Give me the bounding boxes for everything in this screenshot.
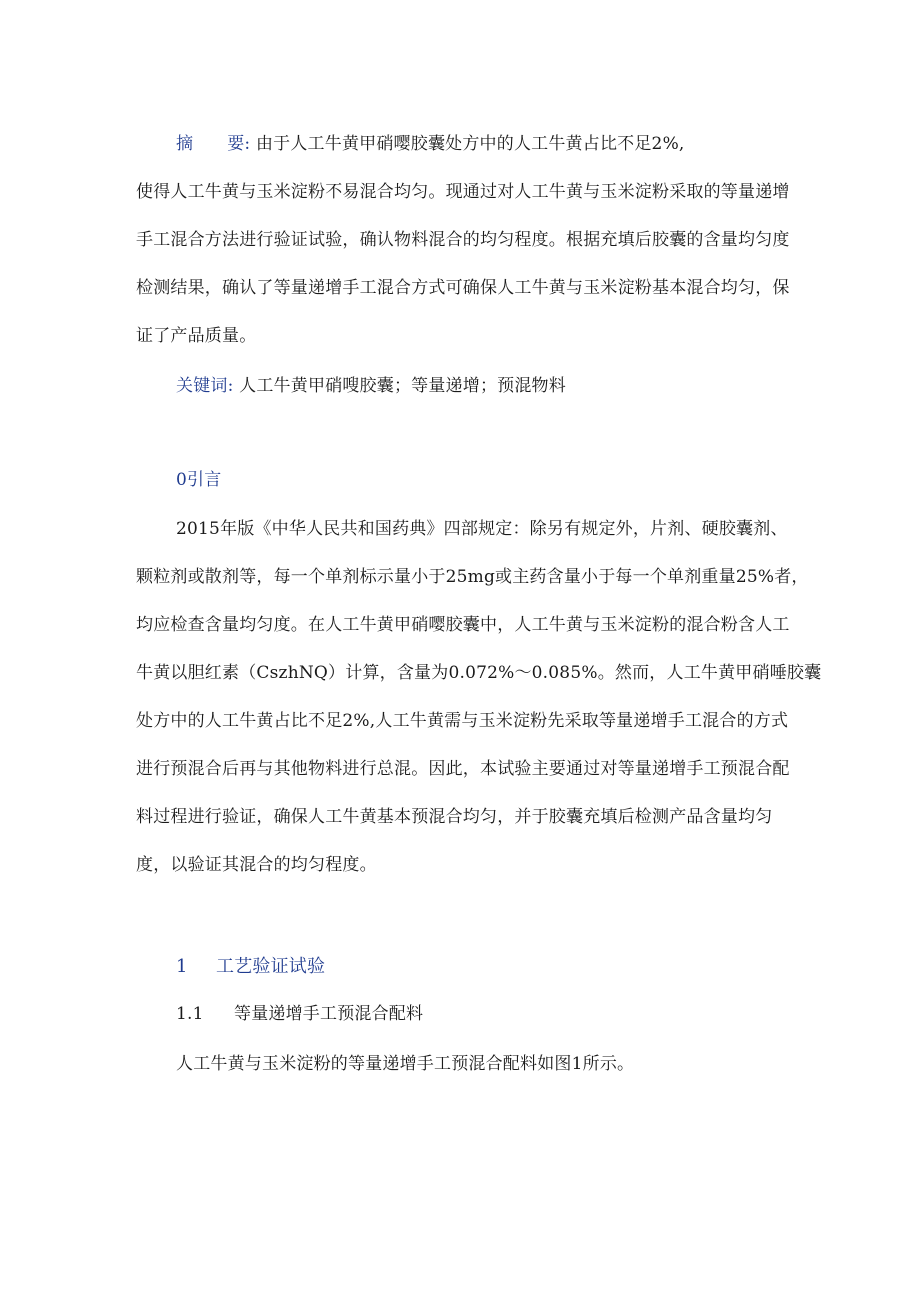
- intro-heading: 0引言: [176, 470, 222, 490]
- abstract-line-1: 使得人工牛黄与玉米淀粉不易混合均匀。现通过对人工牛黄与玉米淀粉采取的等量递增: [136, 182, 790, 202]
- intro-line-3: 牛黄以胆红素（CszhNQ）计算，含量为0.072%～0.085%。然而，人工牛黄甲硝唾胶囊: [136, 663, 822, 683]
- section-1-heading: [176, 955, 836, 979]
- intro-line-0: 2015年版《中华人民共和国药典》四部规定：除另有规定外，片剂、硬胶囊剂、: [176, 519, 788, 539]
- body-paragraph: 人工牛黄与玉米淀粉的等量递增手工预混合配料如图1所示。: [176, 1054, 635, 1074]
- abstract-line-3: 检测结果，确认了等量递增手工混合方式可确保人工牛黄与玉米淀粉基本混合均匀，保: [136, 278, 790, 298]
- section-1-1-title: 等量递增手工预混合配料: [234, 1004, 424, 1024]
- abstract-line-0: 由于人工牛黄甲硝嘤胶囊处方中的人工牛黄占比不足2%,: [255, 134, 685, 154]
- section-1-1-number: 1.1: [176, 1004, 204, 1024]
- intro-line-2: 均应检查含量均匀度。在人工牛黄甲硝嘤胶囊中，人工牛黄与玉米淀粉的混合粉含人工: [136, 615, 790, 635]
- keywords-text: 人工牛黄甲硝嗖胶囊；等量递增；预混物料: [239, 376, 566, 396]
- intro-line-4: 处方中的人工牛黄占比不足2%,人工牛黄需与玉米淀粉先采取等量递增手工混合的方式: [136, 711, 789, 731]
- intro-line-6: 料过程进行验证，确保人工牛黄基本预混合均匀，并于胶囊充填后检测产品含量均匀: [136, 807, 773, 827]
- abstract-line-4: 证了产品质量。: [136, 326, 257, 346]
- section-1-number: 1: [176, 956, 188, 977]
- section-1-1-heading: [176, 1002, 836, 1026]
- abstract-label-a: 摘: [176, 134, 194, 154]
- intro-line-1: 颗粒剂或散剂等，每一个单剂标示量小于25mg或主药含量小于每一个单剂重量25%者，: [136, 567, 809, 587]
- section-1-title: 工艺验证试验: [216, 956, 326, 977]
- keywords-label: 关键词:: [176, 376, 234, 396]
- abstract-line-2: 手工混合方法进行验证试验，确认物料混合的均匀程度。根据充填后胶囊的含量均匀度: [136, 230, 790, 250]
- intro-line-5: 进行预混合后再与其他物料进行总混。因此，本试验主要通过对等量递增手工预混合配: [136, 759, 790, 779]
- abstract-label-b: 要:: [227, 134, 251, 154]
- abstract-first-line: [176, 132, 836, 156]
- keywords-line: [176, 374, 836, 398]
- intro-line-7: 度，以验证其混合的均匀程度。: [136, 855, 377, 875]
